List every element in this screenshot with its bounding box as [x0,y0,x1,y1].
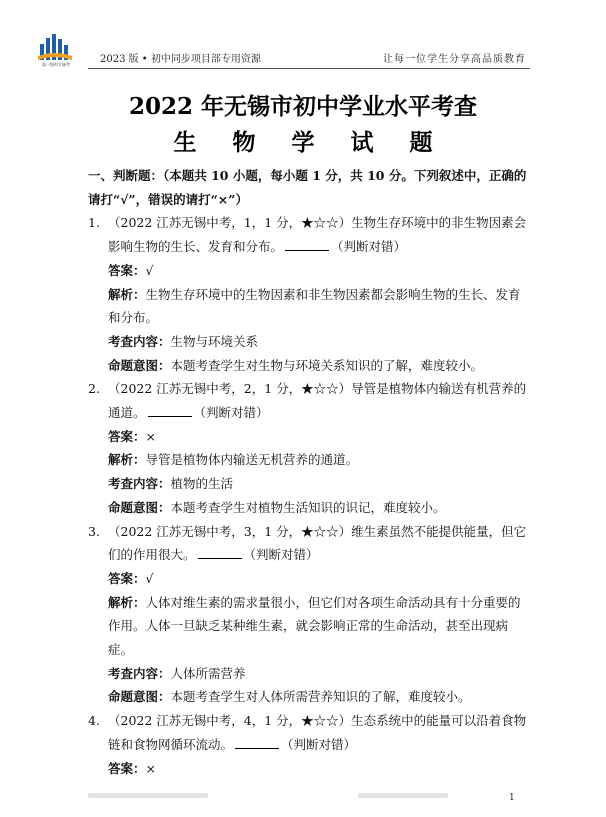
answer-blank [148,404,192,417]
question-1 [88,211,528,258]
answer-value: × [145,760,156,776]
intent-line [88,354,528,378]
question-4 [88,709,528,756]
analysis-text: 人体对维生素的需求量很小，但它们对各项生命活动具有十分重要的作用。人体一旦缺乏某种维生素，就会影响正常的生命活动，甚至出现病症。 [108,594,521,658]
logo-text: 高一级科学备考 [42,62,70,67]
answer-value: √ [145,262,154,278]
logo-icon [38,30,72,66]
content-label: 考查内容： [108,476,171,492]
answer-line [88,259,528,283]
content-text: 植物的生活 [170,476,234,492]
content-label: 考查内容： [108,333,171,349]
analysis-label: 解析： [108,594,146,610]
page-number: 1 [509,793,515,803]
answer-label: 答案： [108,428,146,444]
question-number: 1. [88,215,100,231]
answer-value: × [145,428,156,444]
answer-line [88,757,528,781]
answer-label: 答案： [108,262,146,278]
answer-value: √ [145,570,154,586]
question-2 [88,377,528,424]
question-3 [88,520,528,567]
analysis-label: 解析： [108,286,146,302]
intent-text: 本题考查学生对生物与环境关系知识的了解，难度较小。 [170,357,484,373]
question-text: （2022 江苏无锡中考，2，1 分，★☆☆）导管是植物体内输送有机营养的通道。 [108,381,527,421]
intent-label: 命题意图： [108,689,171,705]
question-text: （2022 江苏无锡中考，1，1 分，★☆☆）生物生存环境中的非生物因素会影响生物的生长、发育和分布。 [108,215,527,255]
intent-text: 本题考查学生对植物生活知识的识记，难度较小。 [170,499,446,515]
analysis-line [88,283,528,330]
answer-line [88,567,528,591]
analysis-label: 解析： [108,452,146,468]
content-line [88,662,528,686]
question-suffix: （判断对错） [193,405,269,421]
watermark-bar [358,793,448,798]
intent-label: 命题意图： [108,499,171,515]
question-text: （2022 江苏无锡中考，3，1 分，★☆☆）维生素虽然不能提供能量，但它们的作用很大。 [108,523,527,563]
answer-blank [198,546,242,559]
answer-line [88,425,528,449]
content-text: 生物与环境关系 [170,333,259,349]
header-right-text: 让每一位学生分享高品质教育 [383,54,526,65]
section-heading: 一、判断题：（本题共 10 小题，每小题 1 分，共 10 分。下列叙述中，正确的请打“√”，错误的请打“×”） [88,168,527,207]
analysis-line [88,448,528,472]
content-label: 考查内容： [108,665,171,681]
question-suffix: （判断对错） [331,239,407,255]
intent-line [88,496,528,520]
analysis-text: 导管是植物体内输送无机营养的通道。 [145,452,359,468]
analysis-text: 生物生存环境中的生物因素和非生物因素都会影响生物的生长、发育和分布。 [108,286,521,326]
question-suffix: （判断对错） [243,547,319,563]
question-number: 4. [88,713,100,729]
header-divider [88,68,530,69]
intent-line [88,685,528,709]
intent-label: 命题意图： [108,357,171,373]
document-body [88,164,528,780]
header-left-text: 2023 版 • 初中同步项目部专用资源 [100,54,261,65]
analysis-line [88,591,528,662]
page-header [0,0,606,72]
content-line [88,330,528,354]
answer-blank [285,238,329,251]
answer-blank [235,736,279,749]
document-subtitle: 生 物 学 试 题 [173,129,447,156]
content-line [88,472,528,496]
content-text: 人体所需营养 [170,665,246,681]
watermark-bar [88,793,208,798]
question-suffix: （判断对错） [281,736,357,752]
footer-watermark [88,793,518,799]
answer-label: 答案： [108,760,146,776]
question-text: （2022 江苏无锡中考，4，1 分，★☆☆）生态系统中的能量可以沿着食物链和食物网循环流动。 [108,713,527,752]
document-title: 2022 年无锡市初中学业水平考查 [128,93,478,120]
answer-label: 答案： [108,570,146,586]
question-number: 3. [88,523,100,539]
intent-text: 本题考查学生对人体所需营养知识的了解，难度较小。 [170,689,471,705]
question-number: 2. [88,381,100,397]
